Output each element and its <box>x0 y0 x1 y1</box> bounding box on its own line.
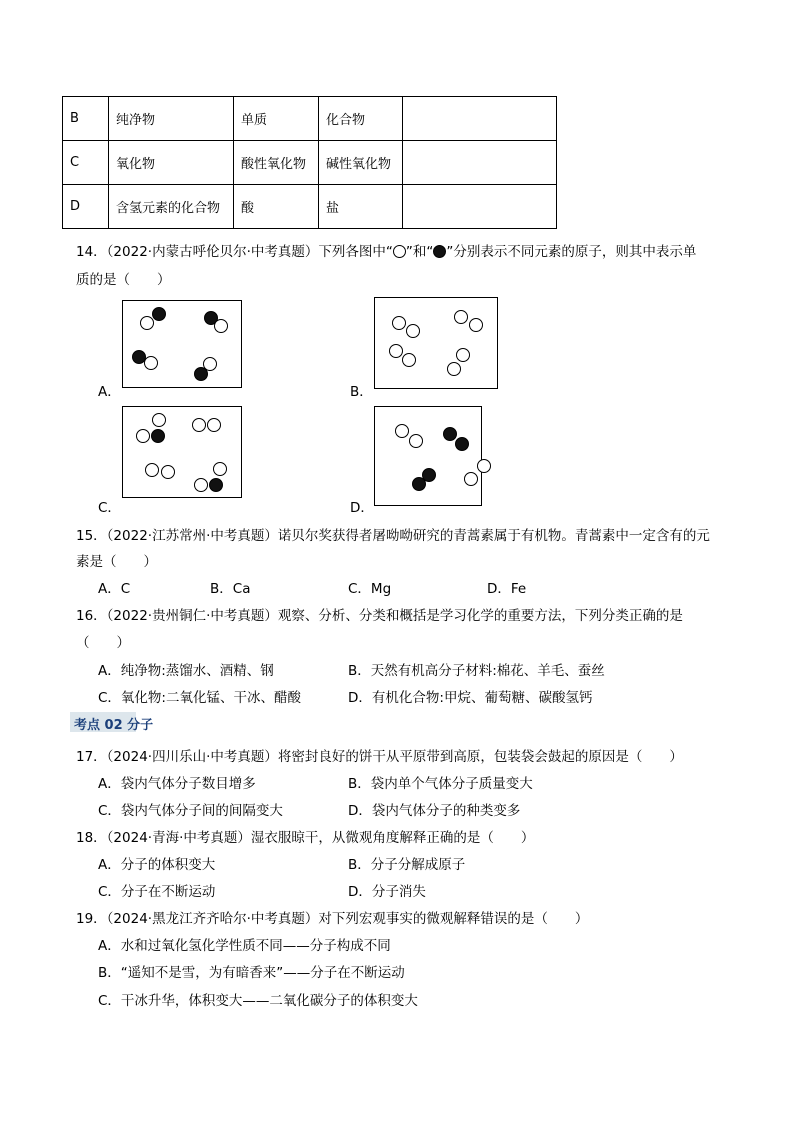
black-atom-icon <box>209 478 223 492</box>
question-15-line2: 素是（ ） <box>76 554 157 570</box>
question-15-stem: 15．（2022·江苏常州·中考真题）诺贝尔奖获得者屠呦呦研究的青蒿素属于有机物。青蒿素中一定含有的元 <box>76 528 710 544</box>
q16-option-a[interactable]: A．纯净物:蒸馏水、酒精、钢 <box>98 663 274 679</box>
white-atom-icon <box>395 424 409 438</box>
black-atom-icon <box>151 429 165 443</box>
white-atom-icon <box>454 310 468 324</box>
q14-mid: ”和“ <box>405 244 434 260</box>
black-atom-icon <box>152 307 166 321</box>
q19-option-c[interactable]: C．干冰升华，体积变大——二氧化碳分子的体积变大 <box>98 993 418 1009</box>
black-atom-icon <box>433 245 446 258</box>
table-row <box>63 185 557 229</box>
q18-option-d[interactable]: D．分子消失 <box>348 884 426 900</box>
white-atom-icon <box>393 245 406 258</box>
table-cell <box>403 141 557 185</box>
black-atom-icon <box>455 437 469 451</box>
white-atom-icon <box>214 319 228 333</box>
white-atom-icon <box>447 362 461 376</box>
table-cell: D <box>63 185 109 229</box>
q14-diagram-c <box>122 406 242 498</box>
table-row <box>63 141 557 185</box>
black-atom-icon <box>443 427 457 441</box>
q17-option-d[interactable]: D．袋内气体分子的种类变多 <box>348 803 521 819</box>
table-cell: 酸性氧化物 <box>234 141 319 185</box>
q16-option-b[interactable]: B．天然有机高分子材料:棉花、羊毛、蚕丝 <box>348 663 605 679</box>
q17-option-c[interactable]: C．袋内气体分子间的间隔变大 <box>98 803 283 819</box>
question-16-stem: 16．（2022·贵州铜仁·中考真题）观察、分析、分类和概括是学习化学的重要方法，下列分类正确的是 <box>76 608 683 624</box>
table-cell: 盐 <box>319 185 403 229</box>
q14-option-c-label[interactable]: C． <box>98 500 121 516</box>
white-atom-icon <box>144 356 158 370</box>
q15-option-b[interactable]: B．Ca <box>210 581 251 597</box>
q14-option-d-label[interactable]: D． <box>350 500 374 516</box>
q15-option-a[interactable]: A．C <box>98 581 131 597</box>
white-atom-icon <box>406 324 420 338</box>
white-atom-icon <box>194 478 208 492</box>
question-17-stem: 17．（2024·四川乐山·中考真题）将密封良好的饼干从平原带到高原，包装袋会鼓起的原因是（ ） <box>76 749 683 765</box>
question-14-line2: 质的是（ ） <box>76 272 171 288</box>
black-atom-icon <box>194 367 208 381</box>
white-atom-icon <box>136 429 150 443</box>
white-atom-icon <box>392 316 406 330</box>
q19-option-b[interactable]: B．“遥知不是雪，为有暗香来”——分子在不断运动 <box>98 965 405 981</box>
table-cell <box>403 97 557 141</box>
white-atom-icon <box>469 318 483 332</box>
q14-suffix: ”分别表示不同元素的原子，则其中表示单 <box>446 244 697 260</box>
table-row <box>63 97 557 141</box>
black-atom-icon <box>412 477 426 491</box>
q14-diagram-b <box>374 297 498 389</box>
q14-diagram-d <box>374 406 482 506</box>
q18-option-c[interactable]: C．分子在不断运动 <box>98 884 216 900</box>
table-cell: B <box>63 97 109 141</box>
table-cell: 氧化物 <box>109 141 234 185</box>
table-cell: 酸 <box>234 185 319 229</box>
table-cell: 纯净物 <box>109 97 234 141</box>
white-atom-icon <box>213 462 227 476</box>
white-atom-icon <box>161 465 175 479</box>
q18-option-a[interactable]: A．分子的体积变大 <box>98 857 216 873</box>
q19-option-a[interactable]: A．水和过氧化氢化学性质不同——分子构成不同 <box>98 938 391 954</box>
white-atom-icon <box>464 472 478 486</box>
classification-table <box>62 96 557 229</box>
section-badge <box>70 712 154 733</box>
question-19-stem: 19．（2024·黑龙江齐齐哈尔·中考真题）对下列宏观事实的微观解释错误的是（ ） <box>76 911 589 927</box>
white-atom-icon <box>389 344 403 358</box>
q17-option-a[interactable]: A．袋内气体分子数目增多 <box>98 776 256 792</box>
q15-option-c[interactable]: C．Mg <box>348 581 392 597</box>
table-cell: 含氢元素的化合物 <box>109 185 234 229</box>
table-cell: 单质 <box>234 97 319 141</box>
q15-option-d[interactable]: D．Fe <box>487 581 527 597</box>
table-cell: 化合物 <box>319 97 403 141</box>
q14-option-a-label[interactable]: A． <box>98 384 121 400</box>
white-atom-icon <box>145 463 159 477</box>
q14-option-b-label[interactable]: B． <box>350 384 373 400</box>
q16-option-d[interactable]: D．有机化合物:甲烷、葡萄糖、碳酸氢钙 <box>348 690 593 706</box>
white-atom-icon <box>152 413 166 427</box>
q14-diagram-a <box>122 300 242 388</box>
question-18-stem: 18．（2024·青海·中考真题）湿衣服晾干，从微观角度解释正确的是（ ） <box>76 830 535 846</box>
q18-option-b[interactable]: B．分子分解成原子 <box>348 857 466 873</box>
white-atom-icon <box>456 348 470 362</box>
q16-option-c[interactable]: C．氧化物:二氧化锰、干冰、醋酸 <box>98 690 301 706</box>
table-cell: 碱性氧化物 <box>319 141 403 185</box>
white-atom-icon <box>207 418 221 432</box>
q17-option-b[interactable]: B．袋内单个气体分子质量变大 <box>348 776 533 792</box>
question-14-stem <box>76 240 696 260</box>
white-atom-icon <box>192 418 206 432</box>
white-atom-icon <box>409 434 423 448</box>
section-label: 考点 02 分子 <box>74 718 154 733</box>
question-16-line2: （ ） <box>76 635 130 651</box>
white-atom-icon <box>402 353 416 367</box>
q14-prefix: 14．（2022·内蒙古呼伦贝尔·中考真题）下列各图中“ <box>76 244 393 260</box>
table-cell <box>403 185 557 229</box>
white-atom-icon <box>477 459 491 473</box>
table-cell: C <box>63 141 109 185</box>
white-atom-icon <box>140 316 154 330</box>
